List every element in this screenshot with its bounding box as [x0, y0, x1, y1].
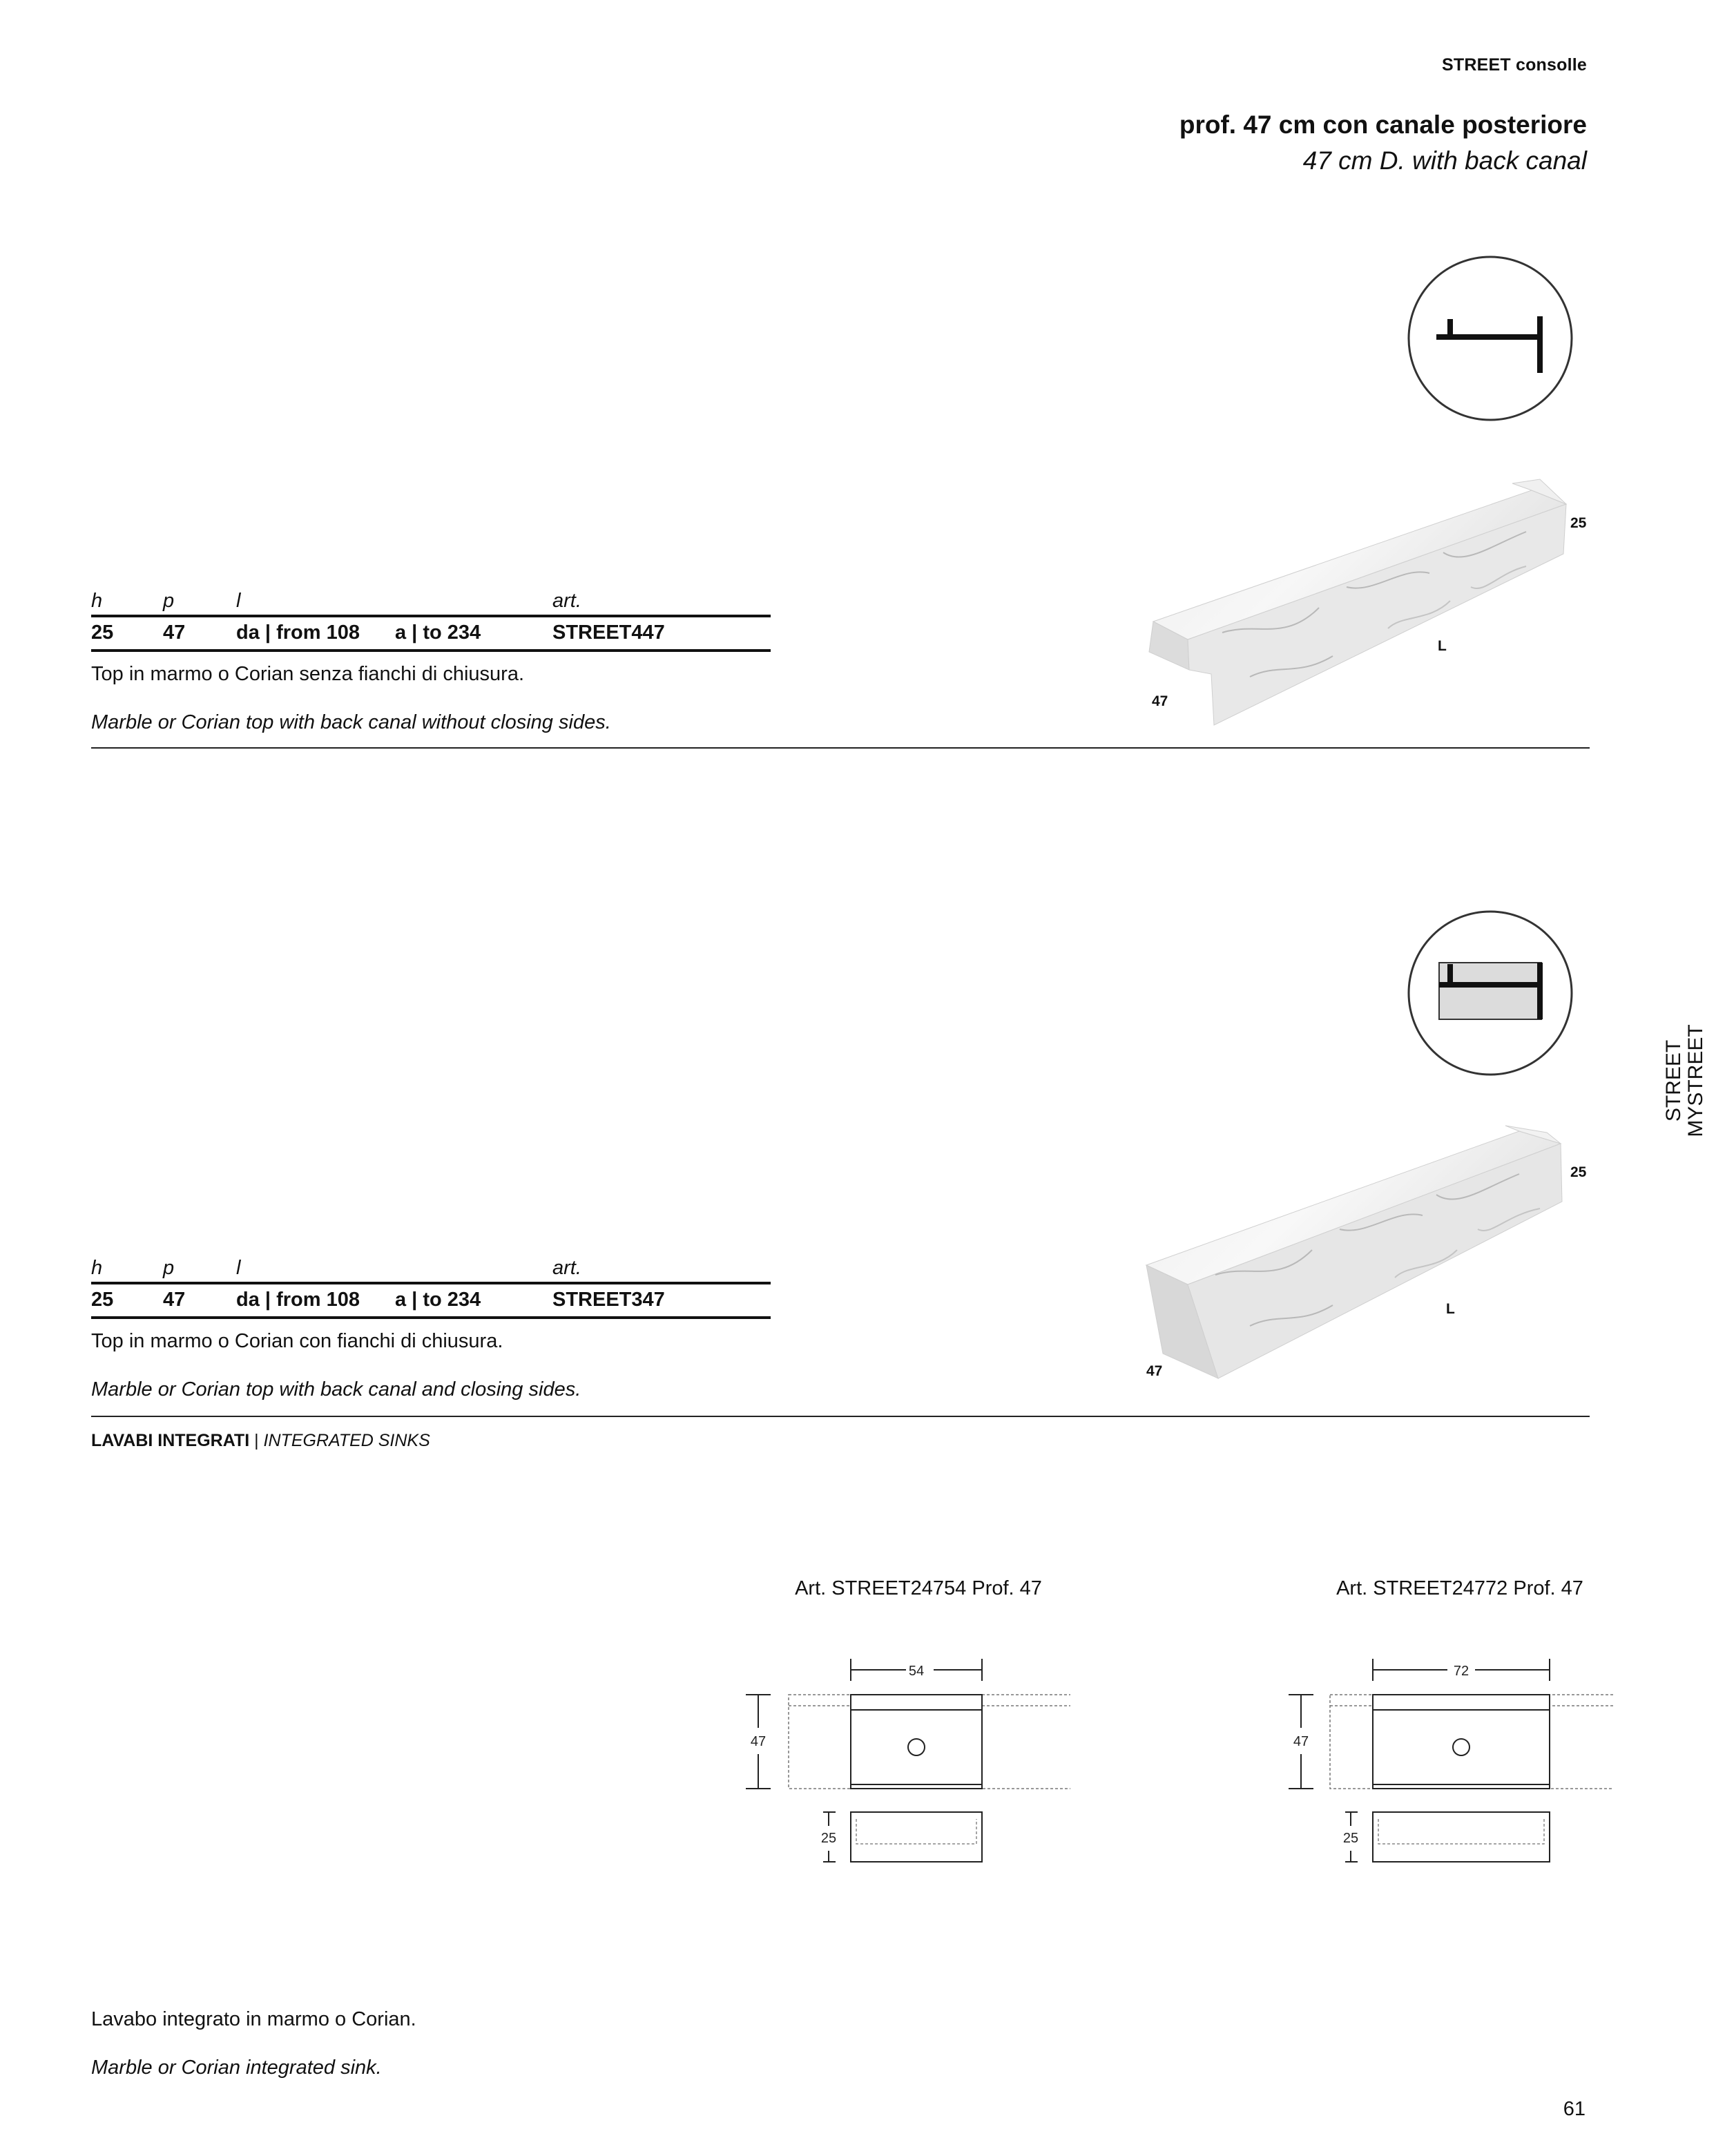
section-title-en: INTEGRATED SINKS [263, 1431, 430, 1450]
col-h: h [91, 590, 103, 612]
sink-label-24772: Art. STREET24772 Prof. 47 [1336, 1577, 1583, 1599]
cell-l-to: a | to 234 [395, 1289, 481, 1311]
cell-p: 47 [163, 622, 186, 644]
col-art: art. [552, 590, 581, 612]
description-it-2: Top in marmo o Corian con fianchi di chiusura. [91, 1330, 503, 1352]
spec-header [91, 1250, 771, 1282]
profile-closed-icon [1406, 909, 1574, 1077]
cell-l-from: da | from 108 [236, 622, 360, 644]
side-tab [1657, 1024, 1713, 1137]
spec-header [91, 583, 771, 615]
description-it-1: Top in marmo o Corian senza fianchi di chiusura. [91, 663, 525, 685]
description-en-1: Marble or Corian top with back canal without closing sides. [91, 711, 611, 733]
table-divider [91, 1316, 771, 1319]
spec-table-street347 [91, 1250, 771, 1319]
sink-depth-label: 47 [1293, 1734, 1309, 1749]
table-divider [91, 649, 771, 652]
profile-open-icon [1406, 254, 1574, 423]
page-title: prof. 47 cm con canale posteriore [1179, 110, 1587, 139]
dim-depth-2: 47 [1146, 1363, 1163, 1379]
sink-depth-label: 47 [750, 1734, 767, 1749]
brand-label: STREET consolle [1442, 55, 1587, 75]
product-render-street347 [1133, 1119, 1581, 1388]
section-title-it: LAVABI INTEGRATI [91, 1431, 250, 1450]
col-h: h [91, 1257, 103, 1279]
product-render-street447 [1139, 470, 1581, 739]
section-divider [91, 747, 1590, 749]
sink-description-en: Marble or Corian integrated sink. [91, 2057, 382, 2079]
dim-height-2: 25 [1570, 1164, 1587, 1180]
spec-table-street447 [91, 583, 771, 652]
cell-p: 47 [163, 1289, 186, 1311]
page-subtitle: 47 cm D. with back canal [1302, 146, 1587, 175]
cell-l-from: da | from 108 [236, 1289, 360, 1311]
page-number: 61 [1563, 2098, 1586, 2120]
col-l: l [236, 590, 241, 612]
cell-art: STREET447 [552, 622, 665, 644]
cell-h: 25 [91, 1289, 114, 1311]
col-l: l [236, 1257, 241, 1279]
cell-art: STREET347 [552, 1289, 665, 1311]
dim-height-1: 25 [1570, 515, 1587, 531]
sink-height-label: 25 [820, 1831, 837, 1846]
section-divider [91, 1416, 1590, 1417]
sink-width-label: 54 [908, 1664, 925, 1679]
sink-width-label: 72 [1453, 1664, 1469, 1679]
description-en-2: Marble or Corian top with back canal and closing sides. [91, 1378, 581, 1401]
table-row [91, 617, 771, 649]
section-separator: | [249, 1431, 264, 1450]
side-tab-line2: MYSTREET [1684, 1024, 1707, 1137]
dim-length-1: L [1438, 638, 1447, 654]
dim-length-2: L [1446, 1301, 1455, 1317]
sink-drawing-24772 [1282, 1650, 1613, 1878]
sink-description-it: Lavabo integrato in marmo o Corian. [91, 2008, 416, 2030]
cell-l-to: a | to 234 [395, 622, 481, 644]
sink-drawing-24754 [739, 1650, 1070, 1878]
cell-h: 25 [91, 622, 114, 644]
col-p: p [163, 590, 175, 612]
col-p: p [163, 1257, 175, 1279]
sink-label-24754: Art. STREET24754 Prof. 47 [795, 1577, 1042, 1599]
section-title-integrated-sinks [91, 1431, 430, 1451]
side-tab-line1: STREET [1662, 1039, 1685, 1122]
table-row [91, 1284, 771, 1316]
dim-depth-1: 47 [1152, 693, 1168, 709]
sink-height-label: 25 [1342, 1831, 1359, 1846]
col-art: art. [552, 1257, 581, 1279]
